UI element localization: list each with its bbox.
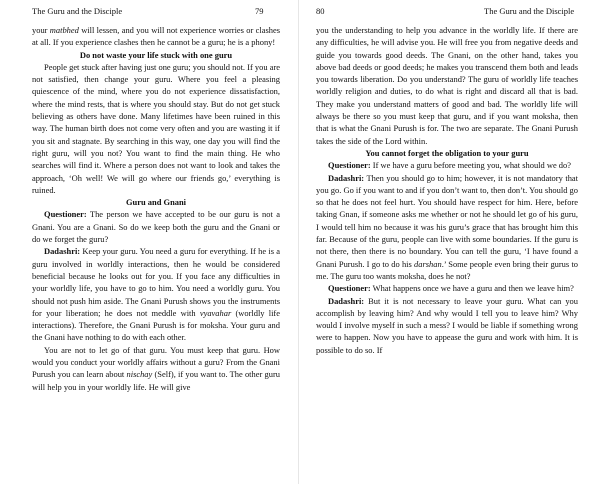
right-page-number: 80	[316, 6, 325, 16]
italic-term: matbhed	[49, 25, 79, 35]
italic-term: nischay	[126, 369, 153, 380]
speaker-label: Questioner:	[328, 283, 371, 294]
italic-term: vyavahar	[199, 307, 232, 318]
left-page-number: 79	[255, 6, 264, 16]
text-run: The person we have accepted to be our guru is not a Gnani. You are a Gnani. So do we keep both the guru and the Gnani or do we forget the guru?	[32, 209, 280, 245]
text-run: What happens once we have a guru and then we leave him?	[370, 283, 574, 294]
body-paragraph	[316, 159, 578, 171]
section-heading	[32, 49, 280, 61]
text-run: you the understanding to help you advance in the worldly life. If there are any difficulties, he will advise you. He will free you from negative deeds and guide you towards good deeds. The Gnani, on the other hand, takes you above bad deeds or good deeds; he makes you transcend them both and leads you towards liberation. Do you understand? The guru of worldly life teaches worldly religion and duties, to do what is right and discard all that is bad. They make you understand matters of good and bad. The worldly life will always be there so you must keep that guru, and if you want moksha, then that is what the Gnani Purush is for. The two are separate. The Gnani Purush takes the side of the Lord within.	[316, 25, 578, 146]
speaker-label: Dadashri:	[328, 172, 365, 183]
italic-term: darshan	[414, 258, 442, 269]
speaker-label: Questioner:	[44, 209, 87, 220]
text-run: (worldly life interactions). Therefore, the Gnani Purush is for moksha. Your guru and the Gnani have nothing to do with each other.	[32, 307, 280, 343]
text-run: Do not waste your life stuck with one guru	[79, 49, 233, 60]
text-run: will lessen, and you will not experience worries or clashes at all. If you experience clashes then he cannot be a guru; he is a phony!	[32, 25, 280, 48]
text-run: your	[32, 25, 50, 35]
body-paragraph	[316, 295, 578, 356]
text-run: (Self), if you want to. The other guru will help you in your worldly life. He will give	[32, 369, 280, 392]
text-run: Keep your guru. You need a guru for everything. If he is a guru involved in worldly interactions, then he would be considered beneficial because he looks out for you. If you face any difficulties in your worldly life, you have to go to him. You need a worldly guru. You should not push him aside. The Gnani Purush shows you the instruments for your liberation; he does not meddle with	[32, 246, 280, 318]
right-running-header-title: The Guru and the Disciple	[484, 6, 575, 16]
body-paragraph	[316, 282, 578, 294]
section-heading	[32, 196, 280, 208]
left-running-header-title: The Guru and the Disciple	[32, 6, 123, 16]
text-run: People get stuck after having just one guru; you should not. If you are not satisfied, then change your guru. Where you feel a pleasing quiescence of the mind, where you do not experience dissatisfaction, where the mind rests, that is where you should stay. But do not get stuck believing as others have done. Many lifetimes have been ruined in this way. The human birth does not come very often and you are wasting it if you sit and stagnate. By searching in this way, one day you will find the right guru, will you not? You want to find the main thing. He who searches will find it. Where a person does not want to look and takes the approach, ‘Oh well! We will go where our friends go,’ everything is ruined.	[32, 61, 280, 195]
left-page	[0, 0, 292, 484]
text-run: You cannot forget the obligation to your guru	[365, 147, 529, 158]
text-run: Guru and Gnani	[125, 197, 187, 208]
text-run: .’ Some people even bring their gurus to me. The guru too wants moksha, does he not?	[316, 258, 579, 281]
text-run: If we have a guru before meeting you, what should we do?	[370, 160, 571, 171]
section-heading	[316, 147, 578, 159]
right-page	[306, 0, 596, 484]
body-paragraph	[316, 172, 578, 283]
left-page-text	[32, 24, 280, 393]
text-run: You are not to let go of that guru. You must keep that guru. How would you conduct your worldly affairs without a guru? From the Gnani Purush you can learn about	[32, 344, 280, 380]
body-paragraph	[32, 24, 280, 49]
body-paragraph	[32, 344, 280, 393]
body-paragraph	[32, 245, 280, 343]
body-paragraph	[316, 24, 578, 147]
speaker-label: Dadashri:	[328, 295, 365, 306]
body-paragraph	[32, 208, 280, 245]
right-page-text	[316, 24, 578, 356]
text-run: Then you should go to him; however, it is not mandatory that you go. Go if you want to and if you don’t want to, then don’t. You should go so that he does not feel hurt. You should have respect for him. Here, before taking Gnan, if someone asks me whether or not he should let go of his guru, I would tell him no because it was his guru’s grace that has brought him this far. Because of the guru, people can live with some boundaries. If the guru is not there, then there is no boundary. You can tell the guru, ‘I have found a Gnani Purush. I go to do his	[316, 172, 578, 269]
speaker-label: Questioner:	[328, 160, 371, 171]
text-run: But it is not necessary to leave your guru. What can you accomplish by leaving him? And why would I tell you to leave him? Why would I involve myself in such a mess? I would be liable if something wrong were to happen. Now you have to appease the guru and work with him. It is possible to do so. If	[316, 295, 578, 355]
speaker-label: Dadashri:	[44, 246, 81, 257]
body-paragraph	[32, 61, 280, 196]
page-gutter	[298, 0, 299, 484]
